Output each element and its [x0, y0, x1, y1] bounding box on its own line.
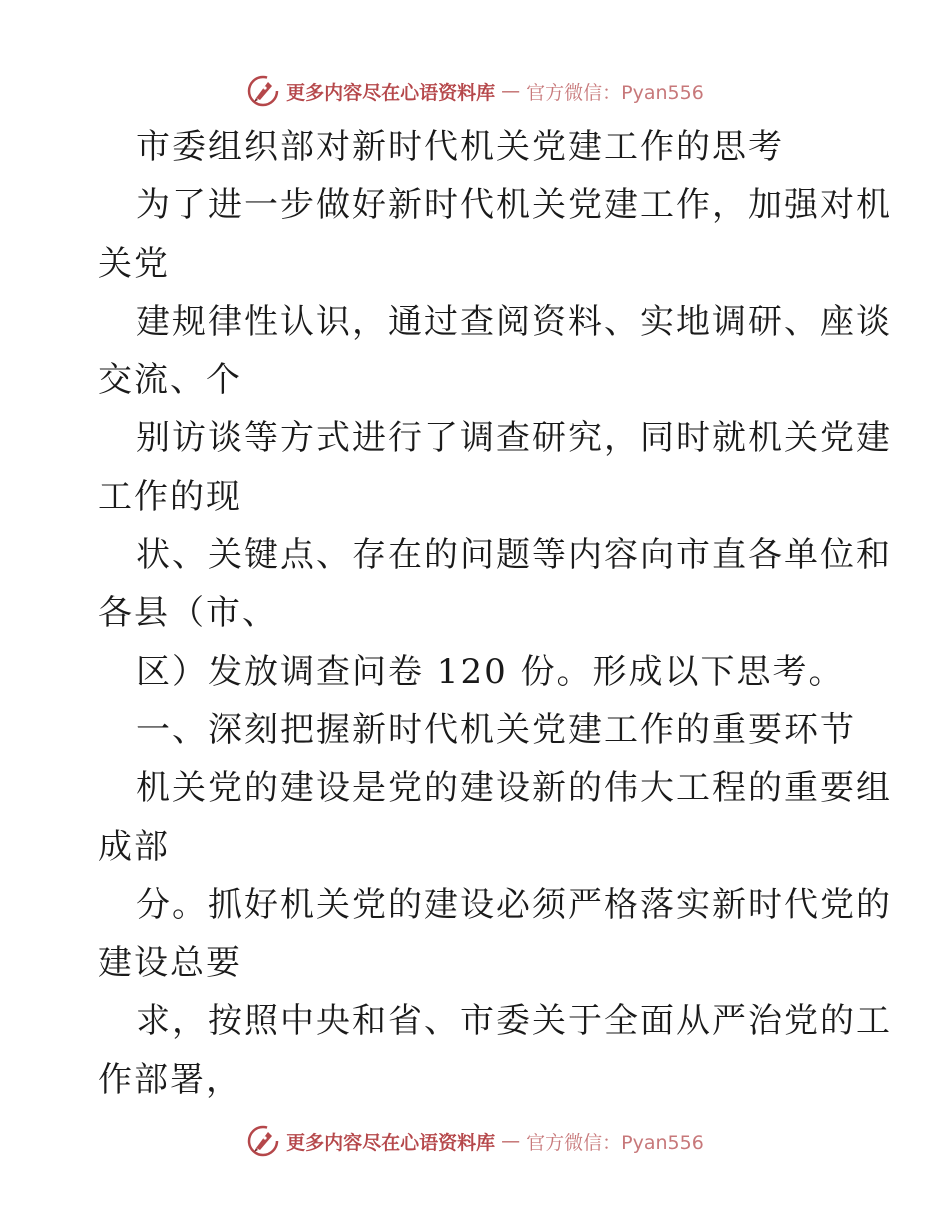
paragraph-line: 关党 [98, 243, 170, 284]
paragraph-line: 区）发放调查问卷 120 份。形成以下思考。 [136, 651, 845, 692]
paragraph-line: 为了进一步做好新时代机关党建工作，加强对机 [136, 185, 892, 226]
pen-nib-logo-icon [246, 1124, 280, 1158]
paragraph-line: 各县（市、 [98, 593, 278, 634]
watermark-brand: 更多内容尽在心语资料库 [286, 1131, 496, 1154]
watermark-contact: 官方微信：Pyan556 [526, 81, 704, 104]
paragraph-line: 求，按照中央和省、市委关于全面从严治党的工 [136, 1001, 892, 1042]
watermark-footer [0, 1121, 950, 1161]
paragraph-line: 别访谈等方式进行了调查研究，同时就机关党建 [136, 418, 892, 459]
paragraph-line: 交流、个 [98, 360, 242, 401]
paragraph-line: 分。抓好机关党的建设必须严格落实新时代党的 [136, 884, 892, 925]
paragraph-line: 工作的现 [98, 476, 242, 517]
watermark-separator: — [501, 1130, 521, 1152]
paragraph-line: 建规律性认识，通过查阅资料、实地调研、座谈 [136, 301, 892, 342]
watermark-brand: 更多内容尽在心语资料库 [286, 81, 496, 104]
paragraph-line: 作部署， [98, 1059, 242, 1100]
paragraph-line: 建设总要 [98, 943, 242, 984]
pen-nib-logo-icon [246, 74, 280, 108]
paragraph-line: 一、深刻把握新时代机关党建工作的重要环节 [136, 709, 856, 750]
paragraph-line: 状、关键点、存在的问题等内容向市直各单位和 [136, 535, 892, 576]
watermark-separator: — [501, 80, 521, 102]
paragraph-line: 成部 [98, 826, 170, 867]
watermark-contact: 官方微信：Pyan556 [526, 1131, 704, 1154]
watermark-header [0, 71, 950, 111]
paragraph-line: 机关党的建设是党的建设新的伟大工程的重要组 [136, 768, 892, 809]
document-body [98, 118, 892, 1109]
paragraph-line: 市委组织部对新时代机关党建工作的思考 [136, 127, 784, 167]
